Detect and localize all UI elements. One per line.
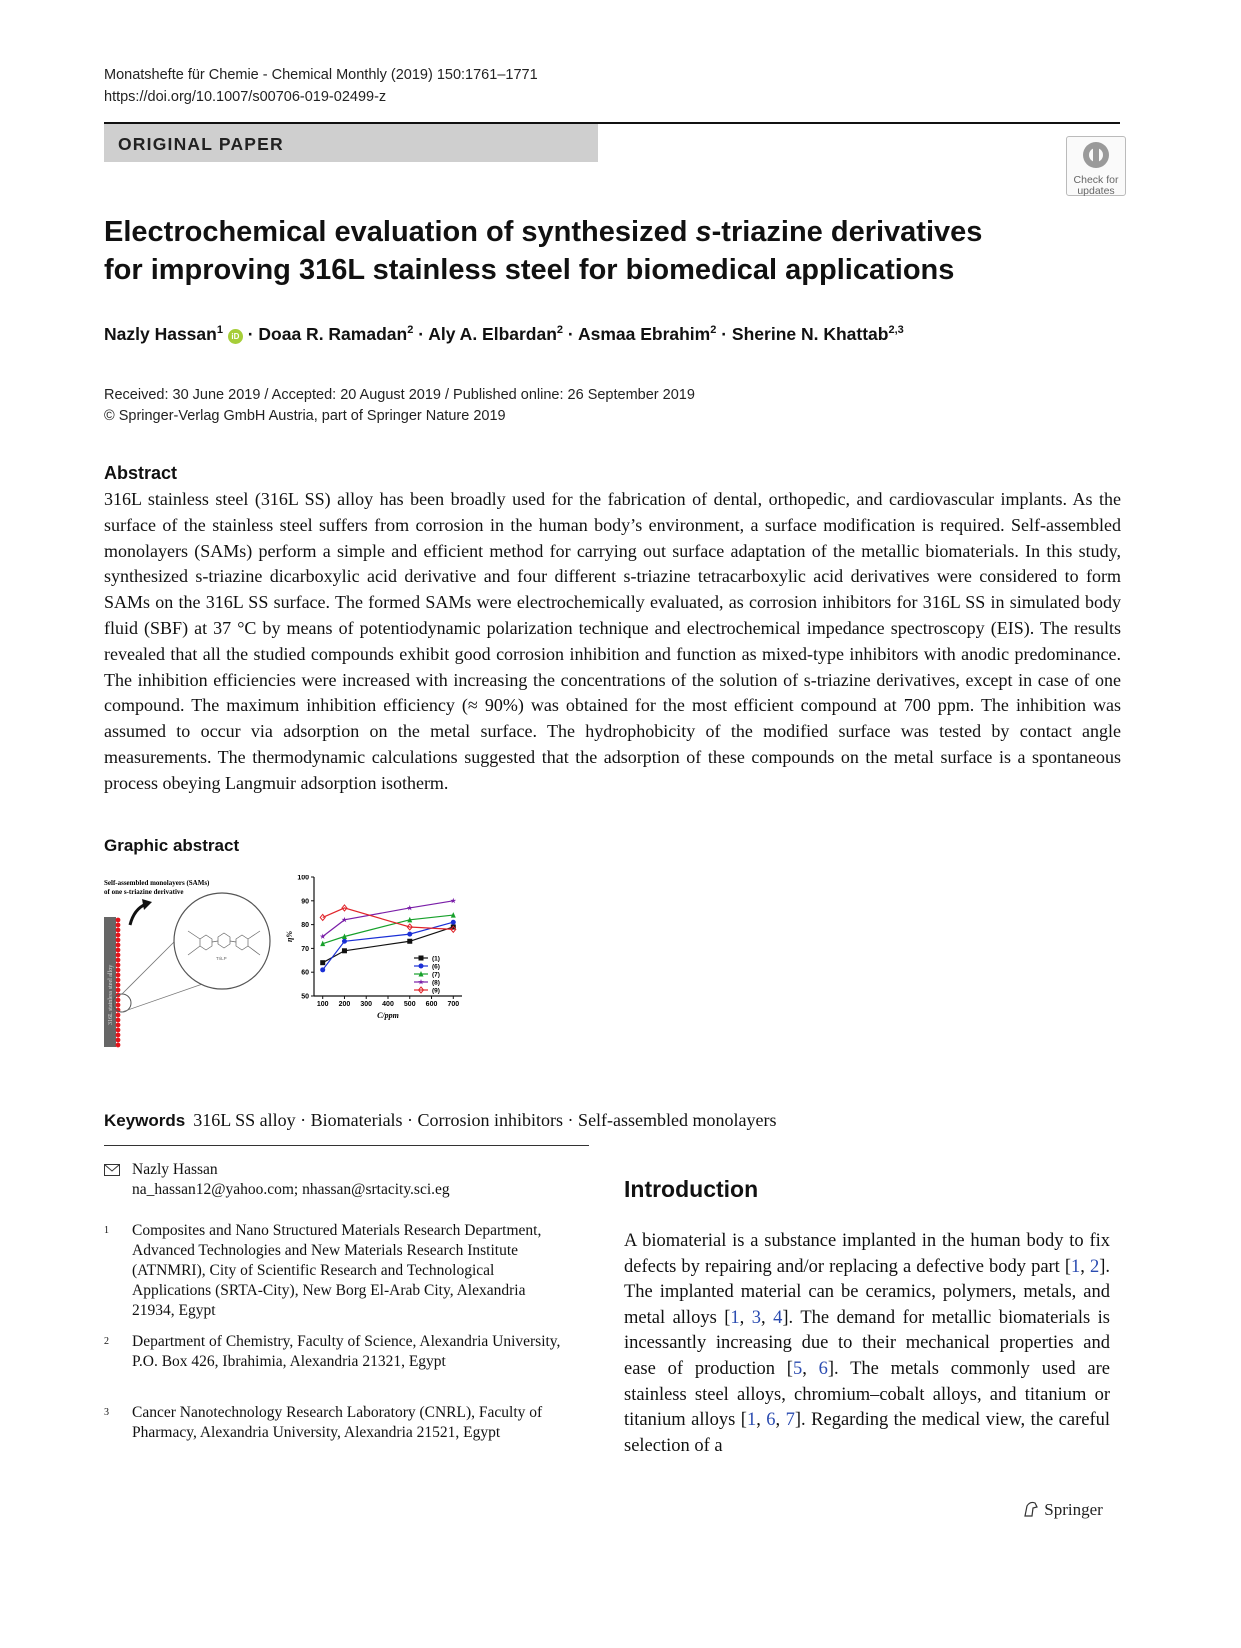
citation-link[interactable]: 1 xyxy=(746,1410,757,1431)
inhibition-efficiency-chart xyxy=(285,875,462,1020)
sam-molecule-dot xyxy=(116,1038,121,1043)
sam-molecule-dot xyxy=(116,948,121,953)
envelope-icon xyxy=(104,1164,120,1176)
data-point xyxy=(419,964,424,969)
y-tick-label: 80 xyxy=(301,922,309,930)
legend-label: (1) xyxy=(432,955,440,963)
copyright-line: © Springer-Verlag GmbH Austria, part of Springer Nature 2019 xyxy=(104,408,506,424)
affiliation-number: 1 xyxy=(104,1225,109,1236)
arrow-head-icon xyxy=(142,899,152,910)
journal-header xyxy=(104,64,538,108)
data-point xyxy=(320,960,325,965)
author-affiliation: 1 xyxy=(216,324,223,337)
citation-link[interactable]: 5 xyxy=(792,1358,803,1379)
author-affiliation: 2,3 xyxy=(888,324,904,337)
doi-link[interactable]: https://doi.org/10.1007/s00706-019-02499-z xyxy=(104,89,387,105)
data-point xyxy=(407,939,412,944)
sam-molecule-dot xyxy=(116,1013,121,1018)
sam-illustration xyxy=(104,879,270,1047)
legend-label: (8) xyxy=(432,979,440,987)
series-9 xyxy=(320,905,456,932)
data-point xyxy=(342,939,347,944)
affiliation-3 xyxy=(104,1403,564,1443)
sam-molecule-dot xyxy=(116,998,121,1003)
springer-horse-icon xyxy=(1022,1500,1040,1518)
keywords-text: 316L SS alloy · Biomaterials · Corrosion inhibitors · Self-assembled monolayers xyxy=(193,1110,777,1130)
paper-title xyxy=(104,213,1104,289)
abstract-heading: Abstract xyxy=(104,463,178,483)
author-name[interactable]: Asmaa Ebrahim xyxy=(577,324,711,344)
title-italic: s xyxy=(695,216,712,248)
intro-text-segment: ]. Regarding the medical view, the careful selection of a xyxy=(624,1410,1111,1456)
y-axis-label: η% xyxy=(285,930,294,943)
affiliation-2 xyxy=(104,1332,564,1372)
sam-molecule-dot xyxy=(116,1003,121,1008)
zoom-circle xyxy=(174,893,270,989)
affiliation-number: 3 xyxy=(104,1407,109,1418)
sam-molecule-dot xyxy=(116,1028,121,1033)
intro-text-segment: ]. The demand for metallic biomaterials is incessantly increasing due to their mechanical properties and ease of production [ xyxy=(624,1307,1110,1379)
x-tick-label: 400 xyxy=(382,1001,394,1008)
y-tick-label: 50 xyxy=(301,993,309,1001)
affiliation-text: Composites and Nano Structured Materials Research Department, Advanced Technologies and New Materials Research Institute (ATNMRI), City of Scientific Research and Technological Applications (SRTA-City), New Borg El-Arab City, Alexandria 21934, Egypt xyxy=(132,1222,542,1319)
series-7 xyxy=(320,912,456,946)
journal-citation: Monatshefte für Chemie - Chemical Monthly (2019) 150:1761–1771 xyxy=(104,67,538,83)
sam-molecule-dots xyxy=(116,918,121,1048)
article-type-label: ORIGINAL PAPER xyxy=(118,134,284,154)
sam-molecule-dot xyxy=(116,968,121,973)
y-tick-label: 90 xyxy=(301,898,309,906)
author-name[interactable]: Aly A. Elbardan xyxy=(428,324,557,344)
intro-text-segment: , xyxy=(761,1307,774,1328)
graphic-abstract-figure xyxy=(104,875,484,1055)
zoom-line xyxy=(122,980,214,1012)
graphic-abstract-heading: Graphic abstract xyxy=(104,836,240,855)
intro-text-segment: , xyxy=(802,1358,819,1379)
citation-link[interactable]: 2 xyxy=(1089,1256,1100,1277)
intro-text-segment: , xyxy=(756,1410,767,1431)
footnote-rule xyxy=(104,1145,589,1146)
sam-molecule-dot xyxy=(116,983,121,988)
data-point xyxy=(451,920,456,925)
author-affiliation: 2 xyxy=(407,324,414,337)
title-part1: Electrochemical evaluation of synthesized xyxy=(104,216,696,248)
series-line xyxy=(323,901,454,937)
sam-label-line1: Self-assembled monolayers (SAMs) xyxy=(104,879,210,887)
citation-link[interactable]: 3 xyxy=(751,1307,762,1328)
legend-label: (9) xyxy=(432,987,440,995)
publisher-name: Springer xyxy=(1044,1500,1103,1519)
sam-molecule-dot xyxy=(116,1018,121,1023)
sam-molecule-dot xyxy=(116,973,121,978)
intro-text-segment: , xyxy=(739,1307,752,1328)
author-name[interactable]: Doaa R. Ramadan xyxy=(258,324,408,344)
chart-axes xyxy=(285,875,462,1020)
author-name[interactable]: Sherine N. Khattab xyxy=(731,324,889,344)
correspondence-name: Nazly Hassan xyxy=(132,1161,218,1178)
sam-molecule-dot xyxy=(116,918,121,923)
correspondence-email[interactable]: na_hassan12@yahoo.com; nhassan@srtacity.sci.eg xyxy=(132,1181,450,1198)
affiliation-text: Department of Chemistry, Faculty of Science, Alexandria University, P.O. Box 426, Ibrahimia, Alexandria 21321, Egypt xyxy=(132,1333,561,1370)
author-name[interactable]: Nazly Hassan xyxy=(104,324,217,344)
data-point xyxy=(419,956,424,961)
citation-link[interactable]: 1 xyxy=(1071,1256,1081,1277)
check-for-updates-badge[interactable] xyxy=(1066,136,1126,196)
citation-link[interactable]: 1 xyxy=(730,1307,740,1328)
sam-molecule-dot xyxy=(116,938,121,943)
keywords xyxy=(104,1110,777,1131)
chart-legend xyxy=(414,956,440,995)
dates-line: Received: 30 June 2019 / Accepted: 20 August 2019 / Published online: 26 September 2019 xyxy=(104,387,695,403)
check-updates-icon xyxy=(1081,140,1111,170)
author-affiliation: 2 xyxy=(556,324,564,337)
data-point xyxy=(407,932,412,937)
intro-text-segment: ]. The metals commonly used are stainless steel alloys, chromium–cobalt alloys, and titanium or titanium alloys [ xyxy=(624,1358,1110,1431)
author-list: Nazly Hassan$^1$ iD · Doaa R. Ramadan$^2$ · Aly A. Elbardan$^2$ · Asmaa Ebrahim$^2$ · Sherine N. Khattab$^{2,3}$ xyxy=(104,324,904,344)
title-part2: -triazine derivatives xyxy=(711,216,983,248)
y-tick-label: 60 xyxy=(301,969,309,977)
affiliation-text: Cancer Nanotechnology Research Laboratory (CNRL), Faculty of Pharmacy, Alexandria University, Alexandria 21521, Egypt xyxy=(132,1404,543,1441)
publication-dates xyxy=(104,385,695,427)
introduction-heading: Introduction xyxy=(624,1176,759,1202)
intro-text-segment: A biomaterial is a substance implanted in the human body to fix defects by repairing and/or replacing a defective body part [ xyxy=(624,1231,1110,1277)
intro-text-segment: ]. The implanted material can be ceramics, polymers, metals, and metal alloys [ xyxy=(624,1256,1110,1328)
affiliation-1 xyxy=(104,1221,564,1321)
x-axis-label: C/ppm xyxy=(377,1011,399,1020)
sam-molecule-dot xyxy=(116,1043,121,1048)
citation-link[interactable]: 6 xyxy=(766,1410,776,1431)
title-line2: for improving 316L stainless steel for biomedical applications xyxy=(104,254,955,286)
sam-molecule-dot xyxy=(116,933,121,938)
sam-molecule-dot xyxy=(116,1033,121,1038)
molecule-label: TriLP xyxy=(216,956,227,961)
sam-molecule-dot xyxy=(116,958,121,963)
data-point xyxy=(450,898,456,903)
y-tick-label: 100 xyxy=(297,875,309,882)
check-updates-line1: Check for xyxy=(1073,174,1119,186)
data-point xyxy=(342,948,347,953)
sam-label-line2: of one s-triazine derivative xyxy=(104,888,184,896)
sam-molecule-dot xyxy=(116,963,121,968)
orcid-icon[interactable]: iD xyxy=(228,329,243,344)
data-point xyxy=(320,967,325,972)
sam-molecule-dot xyxy=(116,943,121,948)
citation-link[interactable]: 7 xyxy=(785,1410,795,1431)
citation-link[interactable]: 6 xyxy=(818,1358,828,1379)
steel-plate-label: 316L stainless steel alloy xyxy=(108,964,114,1025)
sam-molecule-dot xyxy=(116,953,121,958)
x-tick-label: 700 xyxy=(447,1001,460,1008)
x-tick-label: 200 xyxy=(338,1001,351,1008)
data-point xyxy=(320,914,325,920)
x-tick-label: 600 xyxy=(425,1001,438,1008)
x-tick-label: 100 xyxy=(316,1001,329,1008)
sam-molecule-dot xyxy=(116,923,121,928)
correspondence-block xyxy=(104,1160,450,1200)
keywords-label: Keywords xyxy=(104,1111,186,1130)
intro-text-segment: , xyxy=(1080,1256,1090,1277)
y-tick-label: 70 xyxy=(301,945,309,953)
legend-label: (7) xyxy=(432,971,440,979)
series-line xyxy=(323,908,454,929)
sam-molecule-dot xyxy=(116,978,121,983)
author-affiliation: 2 xyxy=(710,324,717,337)
check-updates-line2: updates xyxy=(1077,185,1115,197)
sam-molecule-dot xyxy=(116,988,121,993)
sam-molecule-dot xyxy=(116,1023,121,1028)
sam-molecule-dot xyxy=(116,928,121,933)
introduction-text xyxy=(624,1229,1110,1459)
abstract-text: 316L stainless steel (316L SS) alloy has been broadly used for the fabrication of dental, orthopedic, and cardiovascular implants. As the surface of the stainless steel suffers from corrosion in the human body’s environment, a surface modification is required. Self-assembled monolayers (SAMs) perform a simple and efficient method for carrying out surface adaptation of the metallic biomaterials. In this study, synthesized s-triazine dicarboxylic acid derivative and four different s-triazine tetracarboxylic acid derivatives were considered to form SAMs on the 316L SS surface. The formed SAMs were electrochemically evaluated, as corrosion inhibitors for 316L SS in simulated body fluid (SBF) at 37 °C by means of potentiodynamic polarization technique and electrochemical impedance spectroscopy (EIS). The results revealed that all the studied compounds exhibit good corrosion inhibition and function as mixed-type inhibitors with anodic predominance. The inhibition efficiencies were increased with increasing the concentrations of the solution of s-triazine derivatives, except in case of one compound. The maximum inhibition efficiency (≈ 90%) was obtained for the most efficient compound at 700 ppm. The inhibition was assumed to occur via adsorption on the metal surface. The hydrophobicity of the modified surface was tested by contact angle measurements. The thermodynamic calculations suggested that the adsorption of these compounds on the metal surface is a spontaneous process obeying Langmuir adsorption isotherm. xyxy=(104,489,1121,793)
x-tick-label: 300 xyxy=(360,1001,373,1008)
intro-text-segment: , xyxy=(775,1410,786,1431)
citation-link[interactable]: 4 xyxy=(773,1307,783,1328)
publisher-logo xyxy=(1022,1500,1103,1520)
legend-label: (6) xyxy=(432,963,440,971)
affiliation-number: 2 xyxy=(104,1336,109,1347)
x-tick-label: 500 xyxy=(403,1001,416,1008)
